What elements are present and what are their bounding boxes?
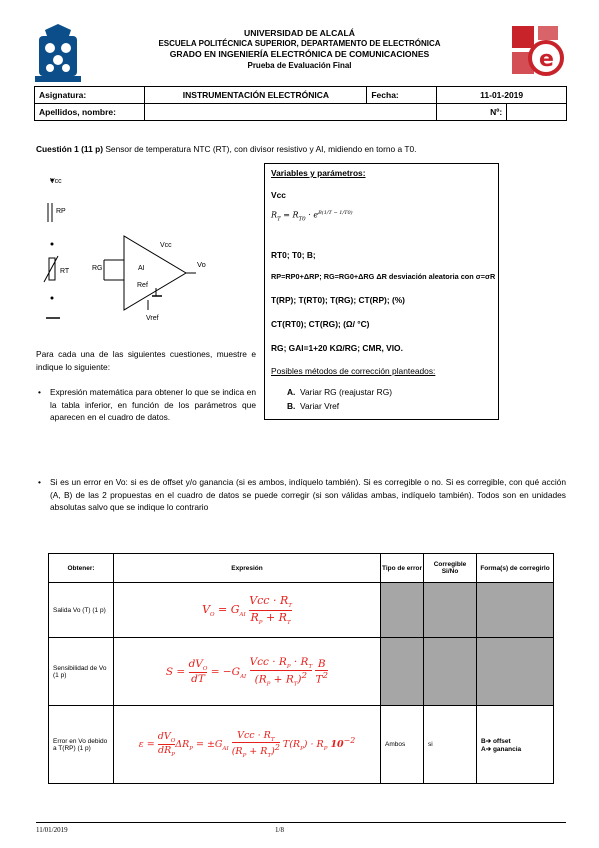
variables-line4: CT(RT0); CT(RG); (Ω/ °C) (271, 319, 370, 329)
footer-page: 1/8 (275, 826, 284, 834)
formula-vo: $V_O = G_{AI}$ Vcc · $R_T$ $R_P + R_T$ (202, 594, 292, 626)
variables-line3: T(RP); T(RT0); T(RG); CT(RP); (%) (271, 295, 405, 305)
date-label: Fecha: (367, 87, 437, 104)
university-name: UNIVERSIDAD DE ALCALÁ (244, 28, 355, 38)
number-field[interactable] (507, 104, 567, 121)
row-type[interactable] (381, 638, 424, 706)
variables-box (264, 163, 499, 420)
answer-table (48, 553, 554, 784)
col-header-fixable: Corregible Si/No (424, 554, 477, 583)
circuit-vo-label: Vo (197, 260, 206, 269)
row-obtain: Error en Vo debido a T(RP) (1 p) (49, 706, 114, 784)
subject-value: INSTRUMENTACIÓN ELECTRÓNICA (145, 87, 367, 104)
methods-title: Posibles métodos de corrección planteados: (271, 366, 436, 376)
row-obtain: Sensibilidad de Vo (1 p) (49, 638, 114, 706)
col-header-type: Tipo de error (381, 554, 424, 583)
variables-line2: RP=RP0+ΔRP; RG=RG0+ΔRG ΔR desviación aleatoria con σ=σR (271, 272, 496, 281)
row-fixable[interactable] (424, 638, 477, 706)
name-field[interactable] (145, 104, 437, 121)
question-line (36, 143, 416, 156)
row-fixable[interactable] (424, 583, 477, 638)
variables-title: Variables y parámetros: (271, 168, 366, 178)
question-title: Cuestión 1 (11 p) (36, 144, 104, 154)
row-fixable[interactable]: si (424, 706, 477, 784)
col-header-expression: Expresión (114, 554, 381, 583)
formula-error: ε = $dV_O$ $dR_P$ $\Delta R_P = \pm G_{AI}$ Vcc · $R_T$ $(R_P + R_T)^2$ $T(R_P) \cdot R_P$ $10^{-2}$ (138, 729, 356, 760)
row-type[interactable] (381, 583, 424, 638)
instruction-bullet-1: • Expresión matemática para obtener lo que se indica en la tabla inferior, en función de los parámetros que aparecen en el cuadro de datos. (38, 387, 256, 422)
instructions-intro: Para cada una de las siguientes cuestiones, muestre e indique lo siguiente: (36, 349, 256, 372)
rt-formula: $R_T = R_{T0} \cdot e^{B(1/T - 1/T0)}$ (271, 210, 353, 223)
circuit-vcc2-label: Vcc (160, 242, 172, 249)
col-header-obtain: Obtener: (49, 554, 114, 583)
circuit-rg-label: RG (92, 265, 103, 272)
exam-name: Prueba de Evaluación Final (247, 61, 352, 70)
question-text: Sensor de temperatura NTC (RT), con divisor resistivo y AI, midiendo en torno a T0. (103, 144, 417, 154)
degree-name: GRADO EN INGENIERÍA ELECTRÓNICA DE COMUNICACIONES (169, 49, 430, 59)
variables-line5: RG; GAI=1+20 KΩ/RG; CMR, VIO. (271, 343, 403, 353)
circuit-vcc-label: Vcc (50, 178, 62, 185)
school-name: ESCUELA POLITÉCNICA SUPERIOR, DEPARTAMENTO DE ELECTRÓNICA (158, 39, 441, 48)
variables-vcc: Vcc (271, 190, 286, 200)
footer-date: 11/01/2019 (36, 826, 68, 834)
table-row (49, 638, 554, 706)
circuit-rt-label: RT (60, 268, 70, 275)
row-expression (114, 706, 381, 784)
row-how[interactable] (477, 706, 554, 784)
method-a: A. Variar RG (reajustar RG) (287, 387, 393, 397)
variables-line1: RT0; T0; B; (271, 250, 316, 260)
date-value: 11-01-2019 (437, 87, 567, 104)
subject-label: Asignatura: (35, 87, 145, 104)
circuit-ai-label: AI (138, 265, 145, 272)
row-how[interactable] (477, 638, 554, 706)
circuit-diagram (36, 170, 256, 330)
svg-text:e: e (539, 47, 554, 72)
table-row (49, 583, 554, 638)
number-label: Nº: (437, 104, 507, 121)
table-row (49, 706, 554, 784)
formula-sensitivity: S = $dV_O$ dT = $-G_{AI}$ Vcc · $R_P \cdot R_T$ $(R_P + R_T)^2$ $\frac{B}{T^2}$ (165, 655, 329, 688)
instruction-bullet-2: • Si es un error en Vo: si es de offset y/o ganancia (si es ambos, indíquelo también). Si es corregible o no. Si es corregible, con qué acción (A, B) de las 2 propuestas en el cuadro de datos se puede corregir (si son válidas ambas, indíquelo también). Todos son en unidades absolutas salvo que se indique lo contrario (38, 477, 566, 512)
row-obtain: Salida Vo (T) (1 p) (49, 583, 114, 638)
how-offset: B➔ offset (481, 737, 511, 745)
circuit-ref-label: Ref (137, 282, 148, 289)
how-gain: A➔ ganancia (481, 745, 522, 753)
bullet-dot: • (38, 387, 41, 397)
row-type[interactable]: Ambos (381, 706, 424, 784)
info-table (34, 86, 567, 121)
circuit-vref-label: Vref (146, 315, 159, 322)
name-label: Apellidos, nombre: (35, 104, 145, 121)
row-how[interactable] (477, 583, 554, 638)
col-header-how: Forma(s) de corregirlo (477, 554, 554, 583)
method-b: B. Variar Vref (287, 401, 340, 411)
row-expression (114, 583, 381, 638)
footer-rule (36, 822, 566, 823)
circuit-rp-label: RP (56, 208, 66, 215)
bullet-dot: • (38, 477, 41, 487)
row-expression (114, 638, 381, 706)
